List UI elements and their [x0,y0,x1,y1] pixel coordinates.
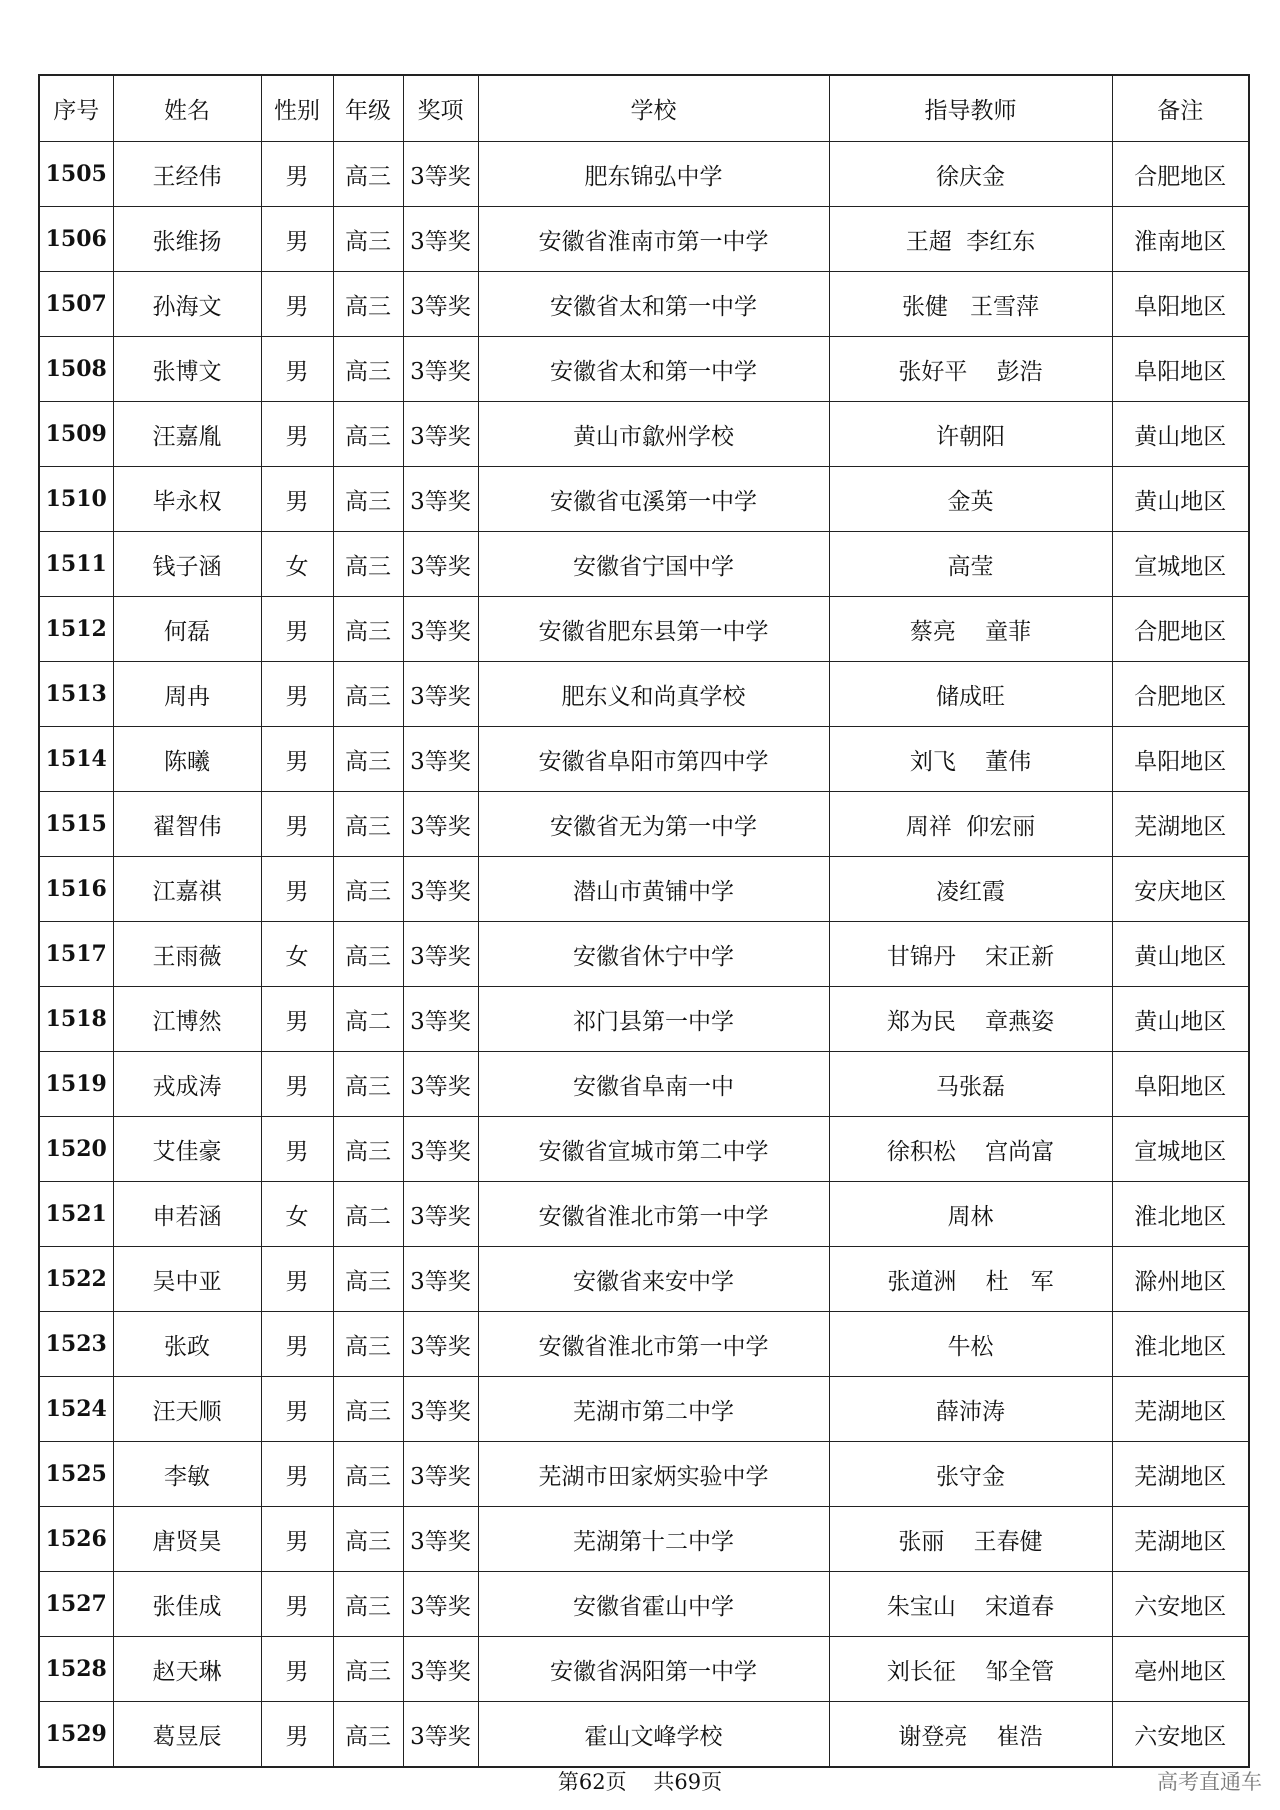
grade-cell: 高三 [333,857,403,922]
table-row [39,1052,1249,1117]
teacher-cell: 牛松 [829,1312,1112,1377]
teacher-cell: 徐积松 宫尚富 [829,1117,1112,1182]
table-row [39,1507,1249,1572]
table-row [39,1117,1249,1182]
gender-cell: 男 [261,1377,333,1442]
award-cell: 3等奖 [403,987,478,1052]
award-cell: 3等奖 [403,1052,478,1117]
gender-cell: 女 [261,1182,333,1247]
gender-cell: 男 [261,1052,333,1117]
grade-cell: 高三 [333,207,403,272]
index-cell: 1513 [39,662,113,727]
index-cell: 1517 [39,922,113,987]
gender-cell: 男 [261,1572,333,1637]
name-cell: 毕永权 [113,467,261,532]
region-cell: 芜湖地区 [1112,1377,1249,1442]
school-cell: 安徽省淮北市第一中学 [478,1182,829,1247]
teacher-cell: 刘长征 邹全管 [829,1637,1112,1702]
teacher-cell: 储成旺 [829,662,1112,727]
table-row [39,792,1249,857]
award-cell: 3等奖 [403,597,478,662]
school-cell: 安徽省肥东县第一中学 [478,597,829,662]
school-cell: 肥东锦弘中学 [478,142,829,207]
teacher-cell: 徐庆金 [829,142,1112,207]
region-cell: 合肥地区 [1112,142,1249,207]
teacher-cell: 刘飞 董伟 [829,727,1112,792]
region-cell: 六安地区 [1112,1572,1249,1637]
name-cell: 张政 [113,1312,261,1377]
region-cell: 淮南地区 [1112,207,1249,272]
school-cell: 安徽省阜阳市第四中学 [478,727,829,792]
grade-cell: 高三 [333,792,403,857]
index-cell: 1510 [39,467,113,532]
gender-cell: 男 [261,1702,333,1768]
school-cell: 安徽省无为第一中学 [478,792,829,857]
table-row [39,402,1249,467]
award-cell: 3等奖 [403,922,478,987]
table-row [39,857,1249,922]
teacher-cell: 张好平 彭浩 [829,337,1112,402]
name-cell: 汪天顺 [113,1377,261,1442]
index-cell: 1509 [39,402,113,467]
table-row [39,337,1249,402]
index-cell: 1526 [39,1507,113,1572]
region-cell: 合肥地区 [1112,662,1249,727]
table-row [39,1572,1249,1637]
grade-cell: 高三 [333,1442,403,1507]
name-cell: 吴中亚 [113,1247,261,1312]
grade-cell: 高三 [333,1052,403,1117]
gender-cell: 男 [261,792,333,857]
header-grade: 年级 [333,75,403,142]
grade-cell: 高三 [333,1572,403,1637]
teacher-cell: 金英 [829,467,1112,532]
table-body [39,142,1249,1768]
table-row [39,1702,1249,1768]
region-cell: 黄山地区 [1112,922,1249,987]
school-cell: 芜湖市田家炳实验中学 [478,1442,829,1507]
name-cell: 江博然 [113,987,261,1052]
grade-cell: 高三 [333,532,403,597]
index-cell: 1522 [39,1247,113,1312]
region-cell: 六安地区 [1112,1702,1249,1768]
school-cell: 潜山市黄铺中学 [478,857,829,922]
award-cell: 3等奖 [403,402,478,467]
award-cell: 3等奖 [403,337,478,402]
teacher-cell: 凌红霞 [829,857,1112,922]
grade-cell: 高三 [333,1377,403,1442]
region-cell: 合肥地区 [1112,597,1249,662]
grade-cell: 高三 [333,467,403,532]
index-cell: 1514 [39,727,113,792]
school-cell: 安徽省阜南一中 [478,1052,829,1117]
name-cell: 汪嘉胤 [113,402,261,467]
name-cell: 葛昱辰 [113,1702,261,1768]
award-cell: 3等奖 [403,1637,478,1702]
table-row [39,1442,1249,1507]
gender-cell: 男 [261,1637,333,1702]
index-cell: 1511 [39,532,113,597]
region-cell: 淮北地区 [1112,1182,1249,1247]
region-cell: 阜阳地区 [1112,337,1249,402]
index-cell: 1507 [39,272,113,337]
table-row [39,597,1249,662]
index-cell: 1521 [39,1182,113,1247]
grade-cell: 高三 [333,1702,403,1768]
watermark-text: 高考直通车 [1157,1770,1262,1794]
region-cell: 亳州地区 [1112,1637,1249,1702]
name-cell: 江嘉祺 [113,857,261,922]
teacher-cell: 马张磊 [829,1052,1112,1117]
grade-cell: 高二 [333,1182,403,1247]
school-cell: 安徽省霍山中学 [478,1572,829,1637]
table-row [39,142,1249,207]
region-cell: 芜湖地区 [1112,792,1249,857]
award-cell: 3等奖 [403,1702,478,1768]
school-cell: 安徽省休宁中学 [478,922,829,987]
teacher-cell: 张健 王雪萍 [829,272,1112,337]
school-cell: 安徽省屯溪第一中学 [478,467,829,532]
header-row [39,75,1249,142]
name-cell: 艾佳豪 [113,1117,261,1182]
gender-cell: 男 [261,1247,333,1312]
gender-cell: 男 [261,1442,333,1507]
table-row [39,1637,1249,1702]
table-row [39,207,1249,272]
header-name: 姓名 [113,75,261,142]
name-cell: 李敏 [113,1442,261,1507]
page-number: 第62页 共69页 [557,1770,723,1794]
teacher-cell: 谢登亮 崔浩 [829,1702,1112,1768]
name-cell: 陈曦 [113,727,261,792]
table-row [39,467,1249,532]
award-cell: 3等奖 [403,207,478,272]
school-cell: 安徽省来安中学 [478,1247,829,1312]
header-school: 学校 [478,75,829,142]
index-cell: 1516 [39,857,113,922]
gender-cell: 男 [261,727,333,792]
grade-cell: 高三 [333,1247,403,1312]
gender-cell: 男 [261,337,333,402]
teacher-cell: 王超 李红东 [829,207,1112,272]
name-cell: 王雨薇 [113,922,261,987]
teacher-cell: 周林 [829,1182,1112,1247]
index-cell: 1512 [39,597,113,662]
grade-cell: 高二 [333,987,403,1052]
grade-cell: 高三 [333,662,403,727]
grade-cell: 高三 [333,272,403,337]
school-cell: 黄山市歙州学校 [478,402,829,467]
region-cell: 宣城地区 [1112,1117,1249,1182]
region-cell: 滁州地区 [1112,1247,1249,1312]
index-cell: 1524 [39,1377,113,1442]
region-cell: 阜阳地区 [1112,1052,1249,1117]
grade-cell: 高三 [333,142,403,207]
award-cell: 3等奖 [403,792,478,857]
name-cell: 王经伟 [113,142,261,207]
region-cell: 芜湖地区 [1112,1507,1249,1572]
index-cell: 1506 [39,207,113,272]
grade-cell: 高三 [333,337,403,402]
teacher-cell: 甘锦丹 宋正新 [829,922,1112,987]
school-cell: 安徽省淮北市第一中学 [478,1312,829,1377]
gender-cell: 男 [261,857,333,922]
header-gender: 性别 [261,75,333,142]
header-index: 序号 [39,75,113,142]
table-row [39,987,1249,1052]
index-cell: 1520 [39,1117,113,1182]
header-teacher: 指导教师 [829,75,1112,142]
school-cell: 芜湖第十二中学 [478,1507,829,1572]
index-cell: 1505 [39,142,113,207]
award-cell: 3等奖 [403,532,478,597]
teacher-cell: 薛沛涛 [829,1377,1112,1442]
award-table [38,74,1250,1768]
gender-cell: 男 [261,207,333,272]
gender-cell: 男 [261,987,333,1052]
school-cell: 霍山文峰学校 [478,1702,829,1768]
gender-cell: 男 [261,142,333,207]
school-cell: 肥东义和尚真学校 [478,662,829,727]
gender-cell: 男 [261,272,333,337]
gender-cell: 男 [261,662,333,727]
gender-cell: 男 [261,402,333,467]
header-award: 奖项 [403,75,478,142]
name-cell: 周冉 [113,662,261,727]
index-cell: 1528 [39,1637,113,1702]
table-row [39,532,1249,597]
school-cell: 安徽省涡阳第一中学 [478,1637,829,1702]
award-cell: 3等奖 [403,142,478,207]
region-cell: 阜阳地区 [1112,727,1249,792]
teacher-cell: 高莹 [829,532,1112,597]
school-cell: 安徽省淮南市第一中学 [478,207,829,272]
name-cell: 何磊 [113,597,261,662]
name-cell: 张佳成 [113,1572,261,1637]
school-cell: 安徽省宁国中学 [478,532,829,597]
gender-cell: 男 [261,597,333,662]
teacher-cell: 朱宝山 宋道春 [829,1572,1112,1637]
gender-cell: 男 [261,1312,333,1377]
region-cell: 安庆地区 [1112,857,1249,922]
name-cell: 戎成涛 [113,1052,261,1117]
award-cell: 3等奖 [403,272,478,337]
grade-cell: 高三 [333,597,403,662]
index-cell: 1529 [39,1702,113,1768]
index-cell: 1515 [39,792,113,857]
award-cell: 3等奖 [403,467,478,532]
index-cell: 1525 [39,1442,113,1507]
teacher-cell: 郑为民 章燕姿 [829,987,1112,1052]
name-cell: 翟智伟 [113,792,261,857]
region-cell: 黄山地区 [1112,402,1249,467]
school-cell: 安徽省太和第一中学 [478,337,829,402]
teacher-cell: 许朝阳 [829,402,1112,467]
school-cell: 芜湖市第二中学 [478,1377,829,1442]
teacher-cell: 张丽 王春健 [829,1507,1112,1572]
table-row [39,1247,1249,1312]
award-cell: 3等奖 [403,1117,478,1182]
table-row [39,272,1249,337]
grade-cell: 高三 [333,1117,403,1182]
school-cell: 安徽省太和第一中学 [478,272,829,337]
table-row [39,922,1249,987]
award-cell: 3等奖 [403,1377,478,1442]
school-cell: 祁门县第一中学 [478,987,829,1052]
teacher-cell: 周祥 仰宏丽 [829,792,1112,857]
teacher-cell: 张道洲 杜 军 [829,1247,1112,1312]
name-cell: 唐贤昊 [113,1507,261,1572]
award-cell: 3等奖 [403,1182,478,1247]
region-cell: 阜阳地区 [1112,272,1249,337]
name-cell: 张博文 [113,337,261,402]
name-cell: 孙海文 [113,272,261,337]
name-cell: 张维扬 [113,207,261,272]
header-region: 备注 [1112,75,1249,142]
table-row [39,662,1249,727]
name-cell: 申若涵 [113,1182,261,1247]
index-cell: 1523 [39,1312,113,1377]
award-cell: 3等奖 [403,727,478,792]
index-cell: 1519 [39,1052,113,1117]
gender-cell: 男 [261,467,333,532]
index-cell: 1527 [39,1572,113,1637]
region-cell: 黄山地区 [1112,987,1249,1052]
index-cell: 1508 [39,337,113,402]
award-cell: 3等奖 [403,1442,478,1507]
region-cell: 黄山地区 [1112,467,1249,532]
region-cell: 宣城地区 [1112,532,1249,597]
award-cell: 3等奖 [403,662,478,727]
school-cell: 安徽省宣城市第二中学 [478,1117,829,1182]
grade-cell: 高三 [333,922,403,987]
grade-cell: 高三 [333,402,403,467]
table-row [39,1182,1249,1247]
grade-cell: 高三 [333,1312,403,1377]
table-row [39,1312,1249,1377]
name-cell: 赵天琳 [113,1637,261,1702]
teacher-cell: 蔡亮 童菲 [829,597,1112,662]
grade-cell: 高三 [333,1637,403,1702]
gender-cell: 男 [261,1507,333,1572]
region-cell: 淮北地区 [1112,1312,1249,1377]
index-cell: 1518 [39,987,113,1052]
gender-cell: 男 [261,1117,333,1182]
teacher-cell: 张守金 [829,1442,1112,1507]
award-cell: 3等奖 [403,857,478,922]
table-row [39,1377,1249,1442]
gender-cell: 女 [261,532,333,597]
award-cell: 3等奖 [403,1312,478,1377]
region-cell: 芜湖地区 [1112,1442,1249,1507]
grade-cell: 高三 [333,727,403,792]
award-cell: 3等奖 [403,1247,478,1312]
name-cell: 钱子涵 [113,532,261,597]
award-cell: 3等奖 [403,1572,478,1637]
award-cell: 3等奖 [403,1507,478,1572]
table-row [39,727,1249,792]
gender-cell: 女 [261,922,333,987]
grade-cell: 高三 [333,1507,403,1572]
